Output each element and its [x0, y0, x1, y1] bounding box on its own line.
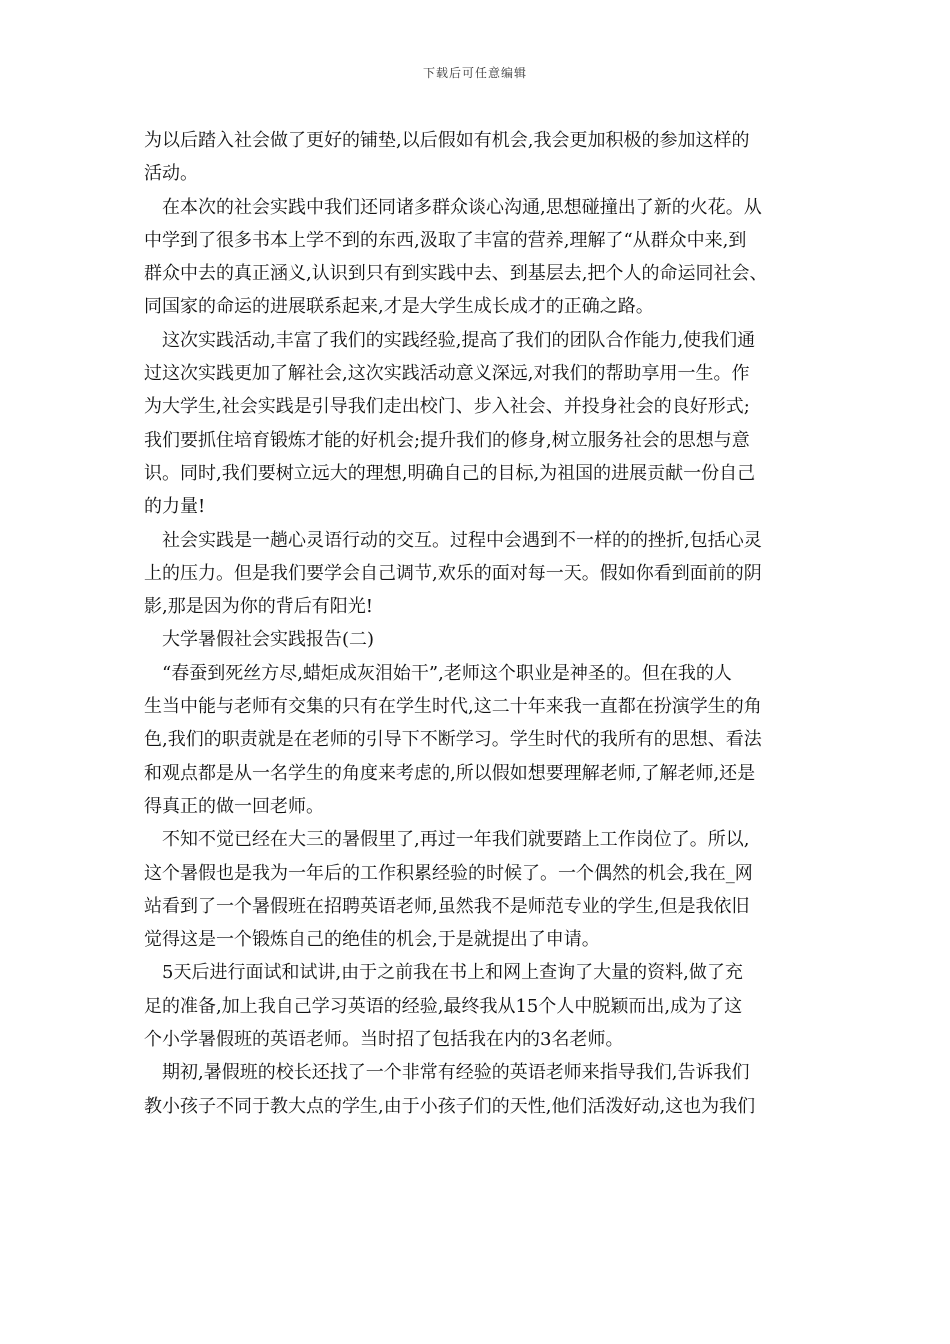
section-heading: 大学暑假社会实践报告(二) [144, 629, 375, 651]
text-line: 上的压力。但是我们要学会自己调节,欢乐的面对每一天。假如你看到面前的阴 [144, 562, 762, 584]
text-line: 我们要抓住培育锻炼才能的好机会;提升我们的修身,树立服务社会的思想与意 [144, 429, 750, 451]
text-line: 生当中能与老师有交集的只有在学生时代,这二十年来我一直都在扮演学生的角 [144, 696, 762, 718]
text-line: 这次实践活动,丰富了我们的实践经验,提高了我们的团队合作能力,使我们通 [144, 329, 756, 351]
text-line: 社会实践是一趟心灵语行动的交互。过程中会遇到不一样的的挫折,包括心灵 [144, 529, 762, 551]
text-line: 的力量! [144, 496, 206, 518]
text-line: 这个暑假也是我为一年后的工作积累经验的时候了。一个偶然的机会,我在_网 [144, 862, 753, 884]
text-line: 得真正的做一回老师。 [144, 795, 324, 817]
text-line: 个小学暑假班的英语老师。当时招了包括我在内的3名老师。 [144, 1029, 624, 1051]
text-line: 过这次实践更加了解社会,这次实践活动意义深远,对我们的帮助享用一生。作 [144, 363, 750, 385]
text-line: 活动。 [144, 163, 198, 185]
text-line: 觉得这是一个锻炼自己的绝佳的机会,于是就提出了申请。 [144, 929, 600, 951]
text-line: 为以后踏入社会做了更好的铺垫,以后假如有机会,我会更加积极的参加这样的 [144, 130, 750, 151]
page-header: 下载后可任意编辑 [422, 66, 527, 80]
text-line: 5天后进行面试和试讲,由于之前我在书上和网上查询了大量的资料,做了充 [144, 962, 743, 984]
text-line: 群众中去的真正涵义,认识到只有到实践中去、到基层去,把个人的命运同社会、 [144, 263, 768, 285]
text-line: 色,我们的职责就是在老师的引导下不断学习。学生时代的我所有的思想、看法 [144, 729, 762, 751]
text-line: 在本次的社会实践中我们还同诸多群众谈心沟通,思想碰撞出了新的火花。从 [144, 196, 762, 218]
text-line: 影,那是因为你的背后有阳光! [144, 596, 373, 618]
text-line: 不知不觉已经在大三的暑假里了,再过一年我们就要踏上工作岗位了。所以, [144, 829, 750, 851]
text-line: 和观点都是从一名学生的角度来考虑的,所以假如想要理解老师,了解老师,还是 [144, 762, 756, 784]
text-line: “春蚕到死丝方尽,蜡炬成灰泪始干”,老师这个职业是神圣的。但在我的人 [144, 662, 732, 684]
text-line: 站看到了一个暑假班在招聘英语老师,虽然我不是师范专业的学生,但是我依旧 [144, 895, 750, 917]
document-body [144, 124, 812, 1123]
text-line: 同国家的命运的进展联系起来,才是大学生成长成才的正确之路。 [144, 296, 654, 318]
text-line: 中学到了很多书本上学不到的东西,汲取了丰富的营养,理解了“从群众中来,到 [144, 229, 747, 251]
text-line: 教小孩子不同于教大点的学生,由于小孩子们的天性,他们活泼好动,这也为我们 [144, 1095, 756, 1117]
text-line: 为大学生,社会实践是引导我们走出校门、步入社会、并投身社会的良好形式; [144, 396, 750, 418]
text-line: 足的准备,加上我自己学习英语的经验,最终我从15个人中脱颖而出,成为了这 [144, 995, 743, 1017]
text-line: 期初,暑假班的校长还找了一个非常有经验的英语老师来指导我们,告诉我们 [144, 1062, 750, 1084]
text-line: 识。同时,我们要树立远大的理想,明确自己的目标,为祖国的进展贡献一份自己 [144, 462, 756, 484]
